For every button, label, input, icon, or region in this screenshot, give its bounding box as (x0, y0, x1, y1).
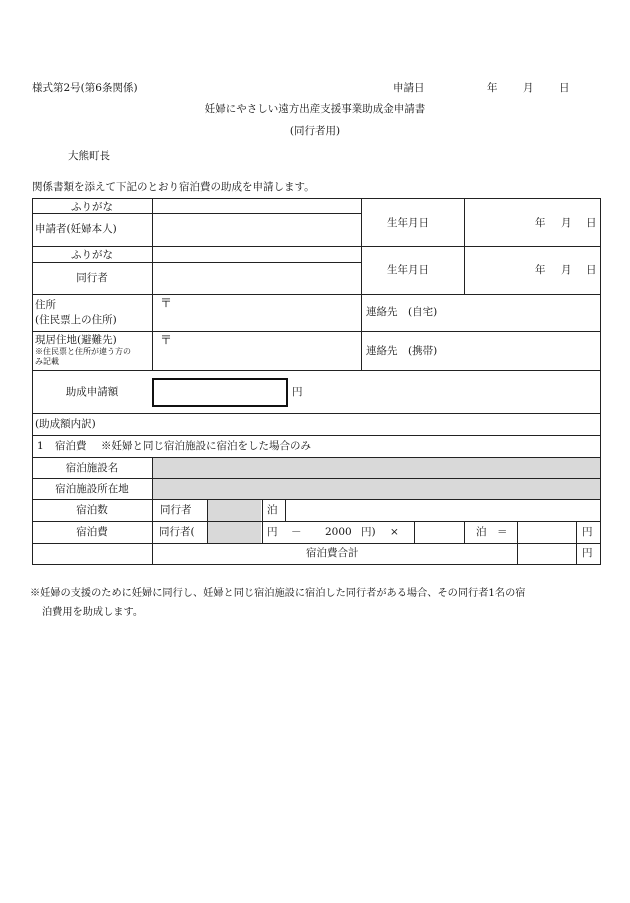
companion-birth-year: 年 (535, 264, 546, 276)
total-unit: 円 (582, 547, 593, 559)
item-number: 1 (37, 440, 44, 452)
cost-companion-prefix: 同行者( (159, 526, 195, 538)
facility-address-field[interactable] (153, 479, 600, 499)
applicant-birth-day: 日 (586, 217, 597, 229)
companion-name-label: 同行者 (76, 272, 108, 284)
cost-deduction: 2000 (325, 526, 352, 538)
nights-companion-field[interactable] (208, 500, 261, 521)
cost-nights-input[interactable] (415, 522, 463, 542)
item-note: ※妊婦と同じ宿泊施設に宿泊をした場合のみ (101, 440, 311, 452)
total-input[interactable] (518, 544, 575, 563)
application-date-month: 月 (523, 82, 534, 94)
nights-label: 宿泊数 (76, 504, 108, 516)
intro-text: 関係書類を添えて下記のとおり宿泊費の助成を申請します。 (32, 181, 315, 193)
application-date-day: 日 (559, 82, 570, 94)
form-number: 様式第2号(第6条関係) (32, 82, 138, 94)
cost-result-input[interactable] (518, 522, 575, 542)
cost-label: 宿泊費 (76, 526, 108, 538)
footnote-line-2: 泊費用を助成します。 (42, 607, 144, 618)
current-address-note-1: ※住民票と住所が違う方の (35, 347, 131, 356)
companion-birth-label: 生年月日 (387, 264, 429, 276)
breakdown-header: (助成額内訳) (35, 418, 96, 430)
applicant-birth-month: 月 (561, 217, 572, 229)
contact-home-input[interactable] (460, 296, 598, 329)
cost-result-unit: 円 (582, 526, 593, 538)
companion-birth-month: 月 (561, 264, 572, 276)
addressee: 大熊町長 (68, 150, 110, 162)
facility-address-label: 宿泊施設所在地 (55, 483, 129, 495)
nights-companion-label: 同行者 (160, 504, 192, 516)
item-label: 宿泊費 (55, 440, 87, 452)
facility-name-field[interactable] (153, 458, 600, 478)
cost-companion-field[interactable] (208, 522, 261, 543)
cost-minus: － (291, 526, 302, 538)
address-label-note: (住民票上の住所) (35, 314, 117, 326)
contact-mobile-label: 連絡先 (携帯) (366, 345, 438, 357)
applicant-birth-year: 年 (535, 217, 546, 229)
contact-home-label: 連絡先 (自宅) (366, 306, 438, 318)
footnote-line-1: ※妊婦の支援のために妊婦に同行し、妊婦と同じ宿泊施設に宿泊した同行者がある場合、その同行者1名の宿 (30, 588, 526, 599)
address-label: 住所 (35, 299, 56, 311)
cost-yen: 円 (267, 526, 278, 538)
application-date-year: 年 (487, 82, 498, 94)
companion-birth-day: 日 (586, 264, 597, 276)
applicant-furigana-input[interactable] (153, 199, 360, 212)
current-address-label: 現居住地(避難先) (35, 334, 117, 346)
applicant-birth-label: 生年月日 (387, 217, 429, 229)
address-input[interactable] (175, 296, 359, 329)
form-title: 妊婦にやさしい遠方出産支援事業助成金申請書 (204, 103, 426, 115)
companion-name-input[interactable] (153, 263, 360, 293)
companion-furigana-input[interactable] (153, 247, 360, 261)
contact-mobile-input[interactable] (460, 333, 598, 368)
application-date-label: 申請日 (393, 82, 425, 94)
cost-equals: 泊 ＝ (476, 526, 508, 538)
facility-name-label: 宿泊施設名 (65, 462, 119, 474)
applicant-furigana-label: ふりがな (71, 201, 113, 213)
address-postal-mark: 〒 (160, 296, 173, 310)
cost-close: 円) (361, 526, 376, 538)
current-address-input[interactable] (175, 333, 359, 368)
amount-unit: 円 (292, 386, 303, 398)
applicant-name-input[interactable] (153, 214, 360, 245)
nights-unit: 泊 (267, 504, 278, 516)
amount-input[interactable] (152, 378, 288, 407)
amount-label: 助成申請額 (65, 386, 119, 398)
cost-times: × (390, 526, 399, 538)
companion-furigana-label: ふりがな (71, 249, 113, 261)
total-label: 宿泊費合計 (306, 547, 359, 559)
form-subtitle: (同行者用) (289, 125, 341, 137)
current-address-postal-mark: 〒 (160, 333, 173, 347)
current-address-note-2: み記載 (35, 357, 59, 366)
applicant-name-label: 申請者(妊婦本人) (35, 223, 117, 235)
